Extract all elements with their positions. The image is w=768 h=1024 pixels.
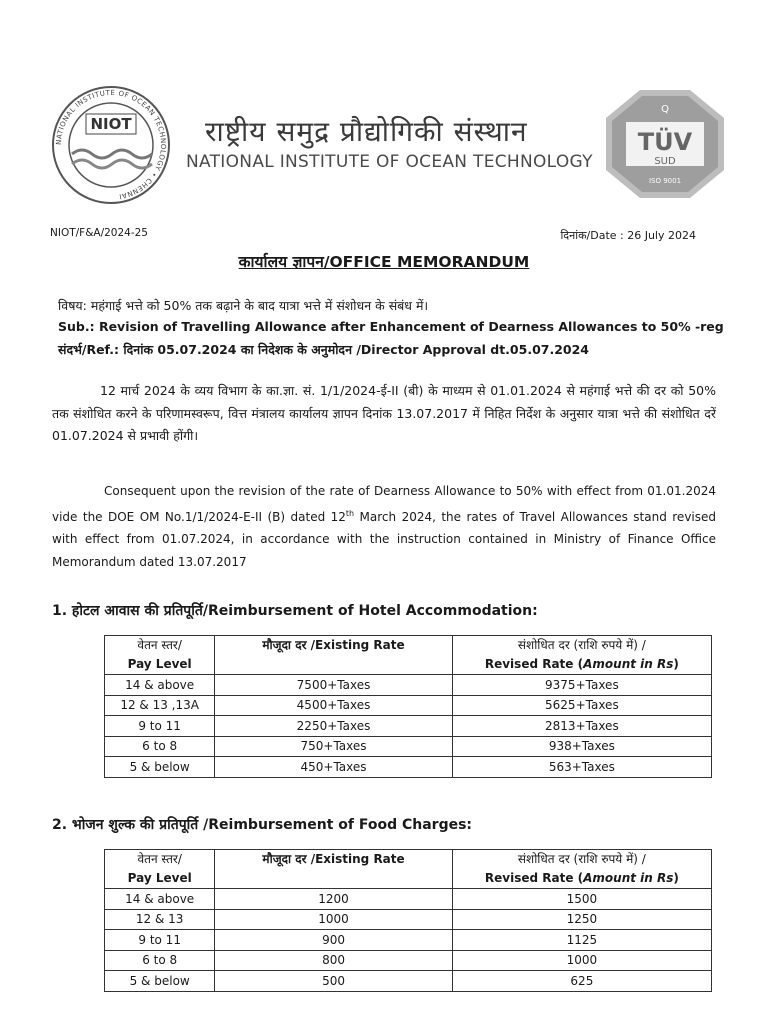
svg-text:NATIONAL INSTITUTE OF OCEAN TE: NATIONAL INSTITUTE OF OCEAN TECHNOLOGY • CHENNAI: [54, 88, 168, 201]
table-row: [105, 695, 712, 716]
cell-existing: 2250+Taxes: [215, 716, 452, 737]
institute-name-english: NATIONAL INSTITUTE OF OCEAN TECHNOLOGY: [186, 152, 593, 172]
cell-existing: 450+Taxes: [215, 757, 452, 778]
memo-title: कार्यालय ज्ञापन/OFFICE MEMORANDUM: [238, 253, 530, 271]
subject-hindi: विषय: महंगाई भत्ते को 50% तक बढ़ाने के बाद यात्रा भत्ते में संशोधन के संबंध में।: [58, 298, 429, 313]
cell-revised: 2813+Taxes: [452, 716, 711, 737]
cell-level: 12 & 13 ,13A: [105, 695, 215, 716]
institute-name-hindi: राष्ट्रीय समुद्र प्रौद्योगिकी संस्थान: [205, 115, 528, 148]
cell-level: 9 to 11: [105, 716, 215, 737]
cell-level: 14 & above: [105, 675, 215, 696]
body-paragraph-hindi: 12 मार्च 2024 के व्यय विभाग के का.ज्ञा. सं. 1/1/2024-ई-II (बी) के माध्यम से 01.01.2024 से महंगाई भत्ते की दर को 50% तक संशोधित करने के परिणामस्वरूप, वित्त मंत्रालय कार्यालय ज्ञापन दिनांक 13.07.2017 में निहित निर्देश के अनुसार यात्रा भत्ते की संशोधित दरें 01.07.2024 से प्रभावी होंगी।: [52, 383, 716, 443]
cell-revised: 1125: [452, 930, 711, 951]
svg-text:ISO 9001: ISO 9001: [648, 177, 682, 185]
cell-existing: 500: [215, 971, 452, 992]
table-row: [105, 930, 712, 951]
cell-existing: 800: [215, 950, 452, 971]
section-hotel-title: 1. होटल आवास की प्रतिपूर्ति/Reimbursement of Hotel Accommodation:: [52, 603, 538, 619]
col-revised-rate: संशोधित दर (राशि रुपये में) / Revised Rate (Amount in Rs): [452, 636, 711, 675]
cell-revised: 625: [452, 971, 711, 992]
svg-text:SUD: SUD: [654, 156, 676, 167]
table-row: [105, 889, 712, 910]
svg-text:TÜV: TÜV: [637, 128, 693, 156]
cell-level: 6 to 8: [105, 950, 215, 971]
cell-level: 14 & above: [105, 889, 215, 910]
col-pay-level: वेतन स्तर/ Pay Level: [105, 636, 215, 675]
cell-revised: 1250: [452, 909, 711, 930]
cell-existing: 4500+Taxes: [215, 695, 452, 716]
cell-level: 6 to 8: [105, 736, 215, 757]
table-row: [105, 716, 712, 737]
table-row: [105, 757, 712, 778]
svg-text:Q: Q: [661, 104, 669, 115]
cell-existing: 1200: [215, 889, 452, 910]
body-paragraph-english: Consequent upon the revision of the rate of Dearness Allowance to 50% with effect from 01.01.2024 vide the DOE OM No.1/1/2024-E-II (B) dated 12th March 2024, the rates of Travel Allowances stand revised with effect from 01.07.2024, in accordance with the instruction contained in Ministry of Finance Office Memorandum dated 13.07.2017: [52, 484, 716, 569]
table-row: [105, 909, 712, 930]
cell-revised: 9375+Taxes: [452, 675, 711, 696]
cell-level: 12 & 13: [105, 909, 215, 930]
cell-revised: 938+Taxes: [452, 736, 711, 757]
col-existing-rate: मौजूदा दर /Existing Rate: [215, 636, 452, 675]
table-row: [105, 950, 712, 971]
food-rate-table: [104, 849, 712, 992]
table-row: [105, 675, 712, 696]
col-existing-rate: मौजूदा दर /Existing Rate: [215, 850, 452, 889]
cell-level: 5 & below: [105, 757, 215, 778]
section-food-title: 2. भोजन शुल्क की प्रतिपूर्ति /Reimbursement of Food Charges:: [52, 817, 473, 833]
reference-line: संदर्भ/Ref.: दिनांक 05.07.2024 का निदेशक के अनुमोदन /Director Approval dt.05.07.2024: [58, 342, 590, 357]
cell-revised: 1500: [452, 889, 711, 910]
hotel-rate-table: [104, 635, 712, 778]
cell-existing: 900: [215, 930, 452, 951]
niot-logo: [50, 84, 172, 206]
col-pay-level: वेतन स्तर/ Pay Level: [105, 850, 215, 889]
memo-date: दिनांक/Date : 26 July 2024: [560, 229, 696, 242]
cell-existing: 1000: [215, 909, 452, 930]
cell-revised: 563+Taxes: [452, 757, 711, 778]
cell-existing: 750+Taxes: [215, 736, 452, 757]
col-revised-rate: संशोधित दर (राशि रुपये में) / Revised Rate (Amount in Rs): [452, 850, 711, 889]
subject-english: Sub.: Revision of Travelling Allowance after Enhancement of Dearness Allowances to 50% -reg: [58, 319, 724, 334]
cell-revised: 5625+Taxes: [452, 695, 711, 716]
reference-number: NIOT/F&A/2024-25: [50, 227, 148, 239]
table-row: [105, 971, 712, 992]
cell-existing: 7500+Taxes: [215, 675, 452, 696]
cell-level: 9 to 11: [105, 930, 215, 951]
cell-revised: 1000: [452, 950, 711, 971]
svg-text:NIOT: NIOT: [90, 115, 132, 133]
tuv-sud-logo: [604, 88, 726, 200]
table-row: [105, 736, 712, 757]
cell-level: 5 & below: [105, 971, 215, 992]
